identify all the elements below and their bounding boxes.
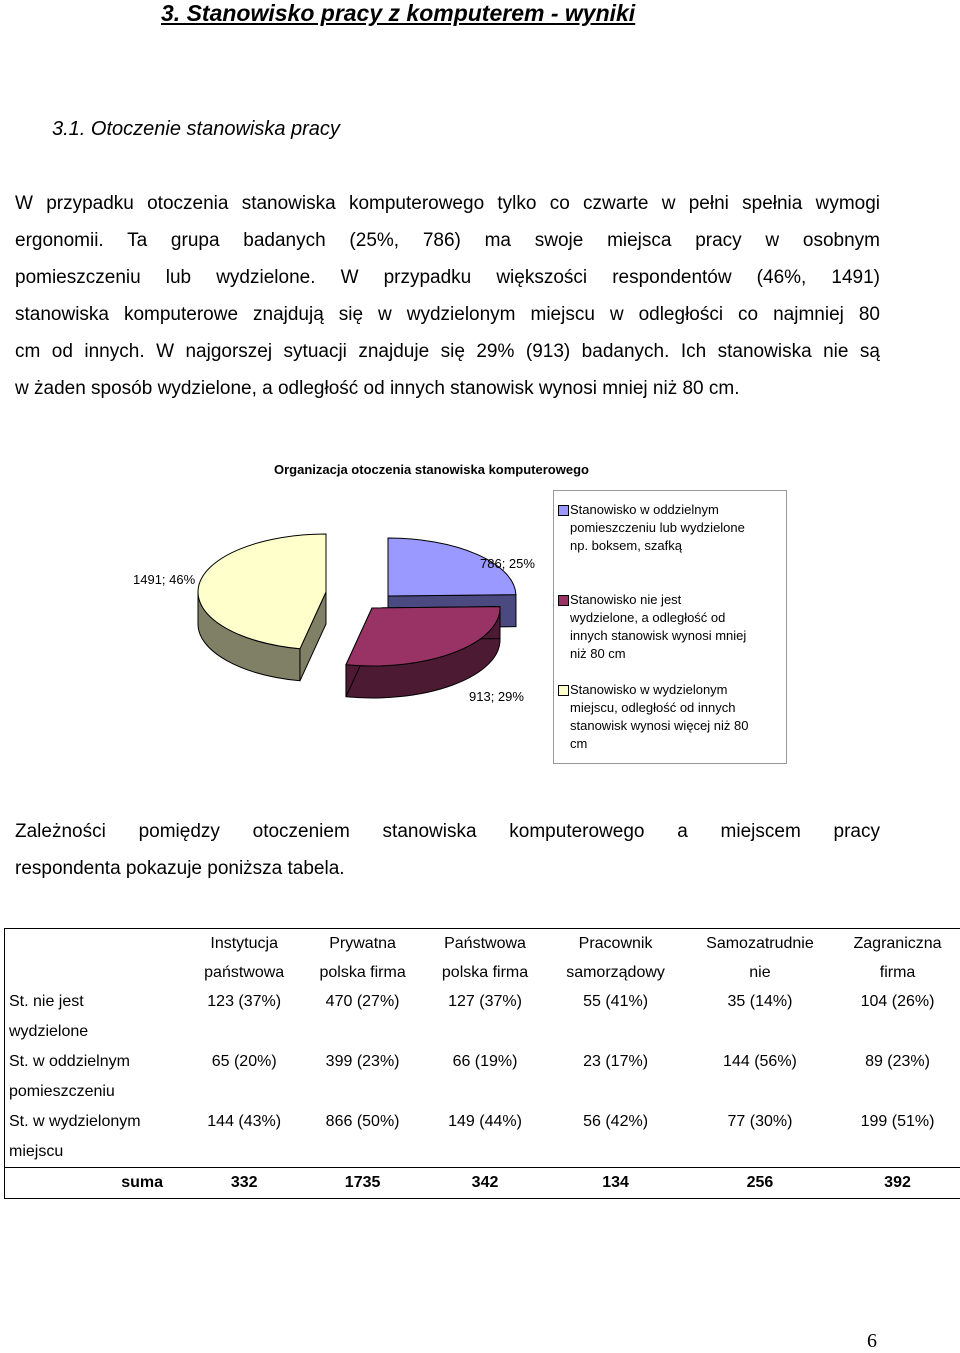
- subsection-heading: 3.1. Otoczenie stanowiska pracy: [52, 118, 340, 141]
- sum-cell: 392: [835, 1168, 960, 1199]
- section-heading: 3. Stanowisko pracy z komputerem - wyniki: [161, 0, 635, 27]
- table-row: [5, 987, 960, 1047]
- table-cell: 35 (14%): [685, 987, 835, 1047]
- sum-label: suma: [5, 1168, 188, 1199]
- paragraph-line: ergonomii. Ta grupa badanych (25%, 786) ma swoje miejsca pracy w osobnym: [15, 222, 880, 259]
- sum-cell: 1735: [301, 1168, 423, 1199]
- table-cell: 144 (56%): [685, 1047, 835, 1107]
- table-row: [5, 1107, 960, 1168]
- results-table: [4, 928, 960, 1199]
- paragraph-line: stanowiska komputerowe znajdują się w wydzielonym miejscu w odległości co najmniej 80: [15, 296, 880, 333]
- table-cell: 77 (30%): [685, 1107, 835, 1168]
- table-cell: 23 (17%): [546, 1047, 685, 1107]
- row-header: St. w oddzielnym pomieszczeniu: [5, 1047, 188, 1107]
- pie-chart: [0, 450, 560, 710]
- table-cell: 66 (19%): [424, 1047, 546, 1107]
- table-cell: 56 (42%): [546, 1107, 685, 1168]
- table-cell: 123 (37%): [187, 987, 301, 1047]
- legend-swatch-blue: [558, 505, 569, 516]
- sum-cell: 332: [187, 1168, 301, 1199]
- pie-label-yellow: 1491; 46%: [133, 572, 195, 587]
- column-header: Państwowa polska firma: [424, 929, 546, 988]
- table-cell: 127 (37%): [424, 987, 546, 1047]
- column-header: Prywatna polska firma: [301, 929, 423, 988]
- table-cell: 65 (20%): [187, 1047, 301, 1107]
- paragraph-environment: [15, 185, 880, 407]
- column-header: Samozatrudnie nie: [685, 929, 835, 988]
- paragraph-line: respondenta pokazuje poniższa tabela.: [15, 850, 880, 887]
- paragraph-line: w żaden sposób wydzielone, a odległość od innych stanowisk wynosi mniej niż 80 cm.: [15, 370, 880, 407]
- sum-cell: 342: [424, 1168, 546, 1199]
- column-header: Pracownik samorządowy: [546, 929, 685, 988]
- table-row: [5, 1047, 960, 1107]
- legend-swatch-yellow: [558, 685, 569, 696]
- table-cell: 89 (23%): [835, 1047, 960, 1107]
- table-cell: 144 (43%): [187, 1107, 301, 1168]
- legend-item-not-separated: Stanowisko nie jest wydzielone, a odległość od innych stanowisk wynosi mniej niż 80 cm: [570, 591, 784, 663]
- row-header: St. nie jest wydzielone: [5, 987, 188, 1047]
- chart-legend: [553, 490, 787, 764]
- sum-cell: 134: [546, 1168, 685, 1199]
- paragraph-line: W przypadku otoczenia stanowiska komputerowego tylko co czwarte w pełni spełnia wymogi: [15, 185, 880, 222]
- table-cell: 470 (27%): [301, 987, 423, 1047]
- paragraph-line: Zależności pomiędzy otoczeniem stanowiska komputerowego a miejscem pracy: [15, 813, 880, 850]
- column-header: Zagraniczna firma: [835, 929, 960, 988]
- table-header-row: [5, 929, 960, 988]
- table-cell: 104 (26%): [835, 987, 960, 1047]
- paragraph-line: cm od innych. W najgorszej sytuacji znajduje się 29% (913) badanych. Ich stanowiska nie są: [15, 333, 880, 370]
- page-number: 6: [867, 1330, 877, 1353]
- column-header: Instytucja państwowa: [187, 929, 301, 988]
- row-header: St. w wydzielonym miejscu: [5, 1107, 188, 1168]
- pie-label-purple: 913; 29%: [469, 689, 524, 704]
- legend-item-separated-place: Stanowisko w wydzielonym miejscu, odległość od innych stanowisk wynosi więcej niż 80 cm: [570, 681, 784, 753]
- paragraph-line: pomieszczeniu lub wydzielone. W przypadku większości respondentów (46%, 1491): [15, 259, 880, 296]
- table-cell: 866 (50%): [301, 1107, 423, 1168]
- table-cell: 55 (41%): [546, 987, 685, 1047]
- legend-item-separate-room: Stanowisko w oddzielnym pomieszczeniu lub wydzielone np. boksem, szafką: [570, 501, 784, 555]
- legend-swatch-purple: [558, 595, 569, 606]
- chart-title: Organizacja otoczenia stanowiska komputerowego: [274, 462, 589, 477]
- sum-cell: 256: [685, 1168, 835, 1199]
- table-cell: 399 (23%): [301, 1047, 423, 1107]
- paragraph-table-intro: [15, 813, 880, 887]
- pie-label-blue: 786; 25%: [480, 556, 535, 571]
- table-sum-row: [5, 1168, 960, 1199]
- table-cell: 199 (51%): [835, 1107, 960, 1168]
- table-cell: 149 (44%): [424, 1107, 546, 1168]
